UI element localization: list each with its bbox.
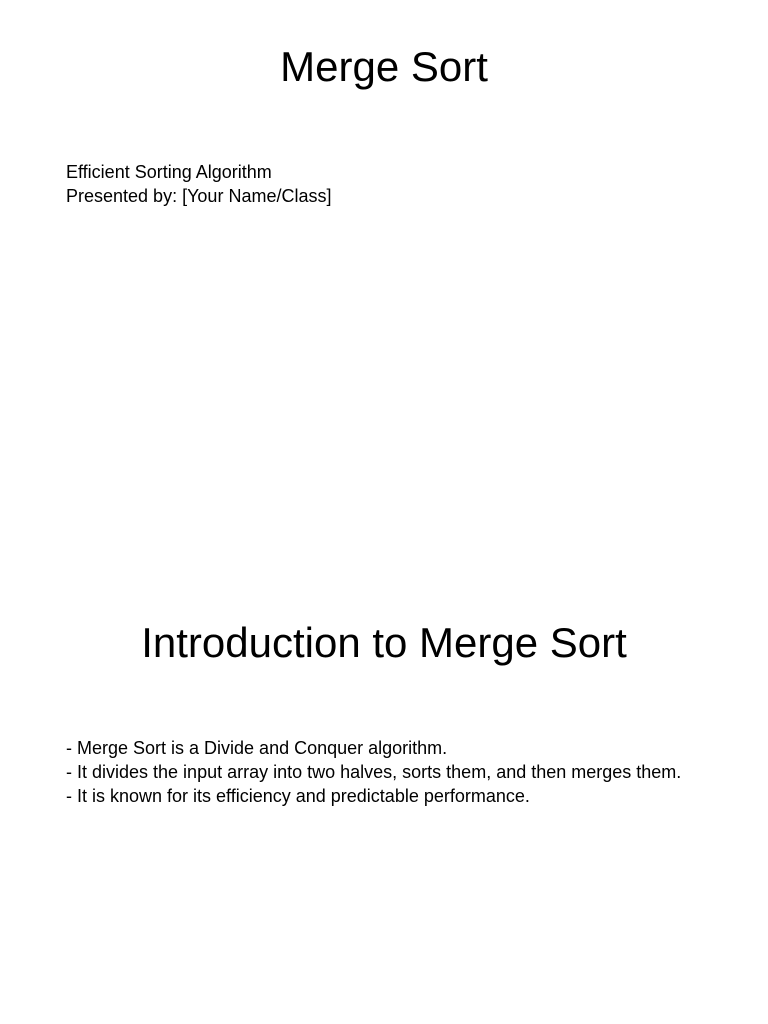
slide-title: Merge Sort	[280, 43, 488, 90]
slide-body	[66, 160, 726, 208]
subtitle-line: Efficient Sorting Algorithm	[66, 162, 272, 182]
presenter-line: Presented by: [Your Name/Class]	[66, 186, 332, 206]
bullet-line: - It is known for its efficiency and predictable performance.	[66, 786, 530, 806]
slide-body	[66, 736, 726, 808]
slide-title: Introduction to Merge Sort	[141, 619, 627, 666]
bullet-line: - It divides the input array into two halves, sorts them, and then merges them.	[66, 762, 682, 782]
slide-introduction	[0, 576, 768, 1024]
bullet-line: - Merge Sort is a Divide and Conquer algorithm.	[66, 738, 448, 758]
